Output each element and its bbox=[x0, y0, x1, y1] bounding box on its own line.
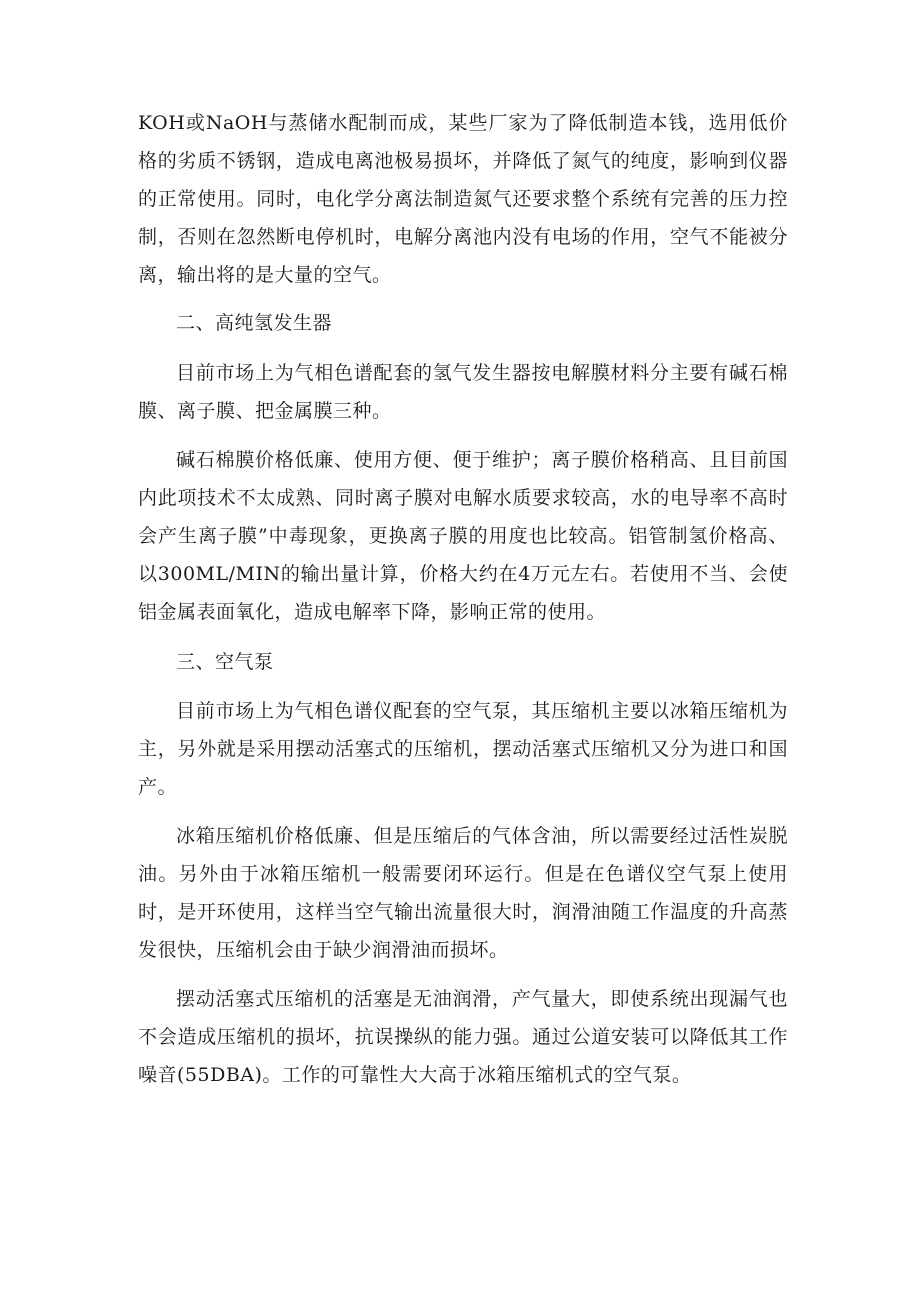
paragraph-hydrogen-membranes: 目前市场上为气相色谱配套的氢气发生器按电解膜材料分主要有碱石棉膜、离子膜、把金属膜三种。 bbox=[138, 362, 788, 422]
paragraph-nitrogen-continued: KOH或NaOH与蒸储水配制而成，某些厂家为了降低制造本钱，选用低价格的劣质不锈钢，造成电离池极易损坏，并降低了氮气的纯度，影响到仪器的正常使用。同时，电化学分离法制造氮气还要求整个系统有完善的压力控制，否则在忽然断电停机时，电解分离池内没有电场的作用，空气不能被分离，输出将的是大量的空气。 bbox=[138, 112, 788, 286]
paragraph-membrane-comparison: 碱石棉膜价格低廉、使用方便、便于维护；离子膜价格稍高、且目前国内此项技术不太成熟、同时离子膜对电解水质要求较高，水的电导率不高时会产生离子膜”中毒现象，更换离子膜的用度也比较高。铝管制氢价格高、以300ML/MIN的输出量计算，价格大约在4万元左右。若使用不当、会使铝金属表面氧化，造成电解率下降，影响正常的使用。 bbox=[138, 449, 788, 623]
heading-hydrogen-generator: 二、高纯氢发生器 bbox=[176, 312, 333, 334]
paragraph-fridge-compressor: 冰箱压缩机价格低廉、但是压缩后的气体含油，所以需要经过活性炭脱油。另外由于冰箱压缩机一般需要闭环运行。但是在色谱仪空气泵上使用时，是开环使用，这样当空气输出流量很大时，润滑油随工作温度的升高蒸发很快，压缩机会由于缺少润滑油而损坏。 bbox=[138, 825, 788, 961]
heading-air-pump: 三、空气泵 bbox=[176, 651, 274, 673]
paragraph-air-pump-compressors: 目前市场上为气相色谱仪配套的空气泵，其压缩机主要以冰箱压缩机为主，另外就是采用摆动活塞式的压缩机，摆动活塞式压缩机又分为进口和国产。 bbox=[138, 700, 788, 798]
paragraph-swing-piston-compressor: 摆动活塞式压缩机的活塞是无油润滑，产气量大，即使系统出现漏气也不会造成压缩机的损坏，抗误操纵的能力强。通过公道安装可以降低其工作噪音(55DBA)。工作的可靠性大大高于冰箱压缩机式的空气泵。 bbox=[138, 988, 788, 1086]
